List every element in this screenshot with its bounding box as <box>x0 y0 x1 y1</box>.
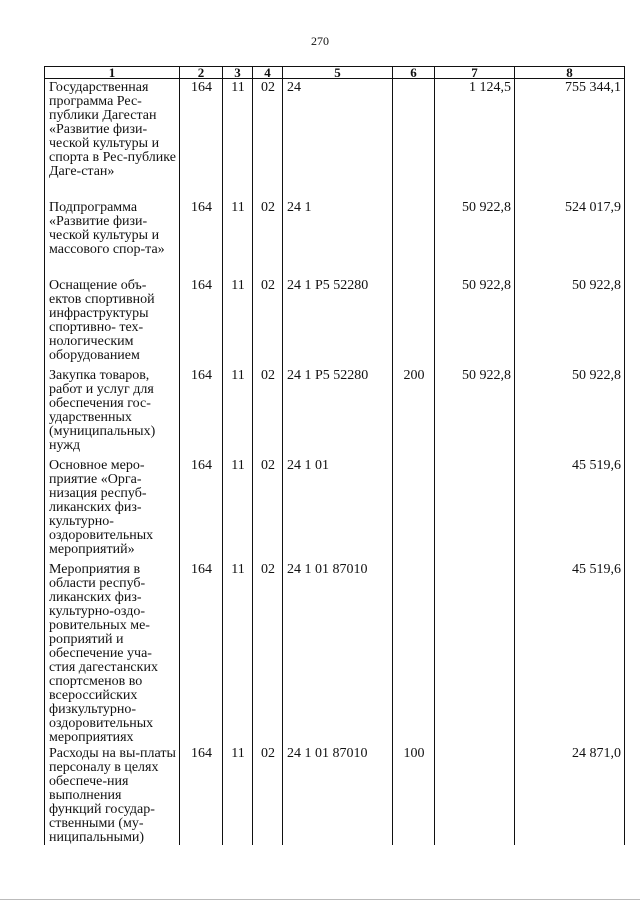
col-header-5: 5 <box>283 67 393 79</box>
cell-amount-8: 45 519,6 <box>515 457 625 561</box>
cell-target-article: 24 1 <box>283 199 393 277</box>
cell-subsection: 02 <box>253 457 283 561</box>
cell-section: 11 <box>223 199 253 277</box>
cell-ministry: 164 <box>180 199 223 277</box>
cell-expense-type: 200 <box>393 367 435 457</box>
cell-expense-type <box>393 79 435 199</box>
row-name: Государственная программа Рес-публики Дагестан «Развитие физи-ческой культуры и спорта в Рес-публике Даге-стан» <box>45 79 180 199</box>
page-number: 270 <box>311 34 329 48</box>
cell-section: 11 <box>223 79 253 199</box>
cell-ministry: 164 <box>180 457 223 561</box>
cell-expense-type: 100 <box>393 745 435 845</box>
cell-ministry: 164 <box>180 561 223 745</box>
cell-subsection: 02 <box>253 561 283 745</box>
cell-expense-type <box>393 561 435 745</box>
cell-subsection: 02 <box>253 79 283 199</box>
header-row <box>45 67 625 79</box>
col-header-8: 8 <box>515 67 625 79</box>
cell-ministry: 164 <box>180 367 223 457</box>
cell-section: 11 <box>223 561 253 745</box>
table-row <box>45 745 625 845</box>
cell-amount-8: 524 017,9 <box>515 199 625 277</box>
cell-target-article: 24 1 01 87010 <box>283 561 393 745</box>
cell-target-article: 24 1 01 87010 <box>283 745 393 845</box>
cell-amount-8: 50 922,8 <box>515 367 625 457</box>
cell-target-article: 24 1 P5 52280 <box>283 277 393 367</box>
cell-amount-8: 45 519,6 <box>515 561 625 745</box>
row-name: Оснащение объ-ектов спортивной инфраструктуры спортивно- тех-нологическим оборудованием <box>45 277 180 367</box>
col-header-7: 7 <box>435 67 515 79</box>
row-name: Закупка товаров, работ и услуг для обеспечения гос-ударственных (муниципальных) нужд <box>45 367 180 457</box>
table-row <box>45 457 625 561</box>
row-name: Основное меро-приятие «Орга-низация респуб-ликанских физ-культурно-оздоровительных мероприятий» <box>45 457 180 561</box>
cell-amount-7: 50 922,8 <box>435 367 515 457</box>
table-row <box>45 199 625 277</box>
cell-target-article: 24 <box>283 79 393 199</box>
cell-section: 11 <box>223 457 253 561</box>
cell-ministry: 164 <box>180 745 223 845</box>
cell-expense-type <box>393 457 435 561</box>
cell-section: 11 <box>223 367 253 457</box>
row-name: Мероприятия в области респуб-ликанских физ-культурно-оздо-ровительных ме-роприятий и обеспечение уча-стия дагестанских спортсменов во всероссийских физкультурно-оздоровительных мероприятиях <box>45 561 180 745</box>
cell-amount-7: 50 922,8 <box>435 277 515 367</box>
cell-amount-8: 50 922,8 <box>515 277 625 367</box>
cell-ministry: 164 <box>180 79 223 199</box>
cell-amount-7 <box>435 457 515 561</box>
table-row <box>45 561 625 745</box>
row-name: Расходы на вы-платы персоналу в целях обеспече-ния выполнения функций государ-ственными (му-ниципальными) <box>45 745 180 845</box>
cell-target-article: 24 1 01 <box>283 457 393 561</box>
cell-ministry: 164 <box>180 277 223 367</box>
page-bottom-divider <box>0 899 640 900</box>
cell-subsection: 02 <box>253 199 283 277</box>
budget-table <box>44 66 625 845</box>
cell-amount-7 <box>435 561 515 745</box>
table-row <box>45 367 625 457</box>
cell-subsection: 02 <box>253 367 283 457</box>
col-header-2: 2 <box>180 67 223 79</box>
col-header-1: 1 <box>45 67 180 79</box>
cell-expense-type <box>393 199 435 277</box>
cell-amount-7: 50 922,8 <box>435 199 515 277</box>
cell-subsection: 02 <box>253 745 283 845</box>
cell-amount-8: 24 871,0 <box>515 745 625 845</box>
cell-target-article: 24 1 P5 52280 <box>283 367 393 457</box>
cell-section: 11 <box>223 745 253 845</box>
col-header-6: 6 <box>393 67 435 79</box>
col-header-3: 3 <box>223 67 253 79</box>
cell-amount-7: 1 124,5 <box>435 79 515 199</box>
table-row <box>45 277 625 367</box>
cell-amount-8: 755 344,1 <box>515 79 625 199</box>
cell-expense-type <box>393 277 435 367</box>
cell-subsection: 02 <box>253 277 283 367</box>
col-header-4: 4 <box>253 67 283 79</box>
row-name: Подпрограмма «Развитие физи-ческой культуры и массового спор-та» <box>45 199 180 277</box>
cell-amount-7 <box>435 745 515 845</box>
table-row <box>45 79 625 199</box>
cell-section: 11 <box>223 277 253 367</box>
